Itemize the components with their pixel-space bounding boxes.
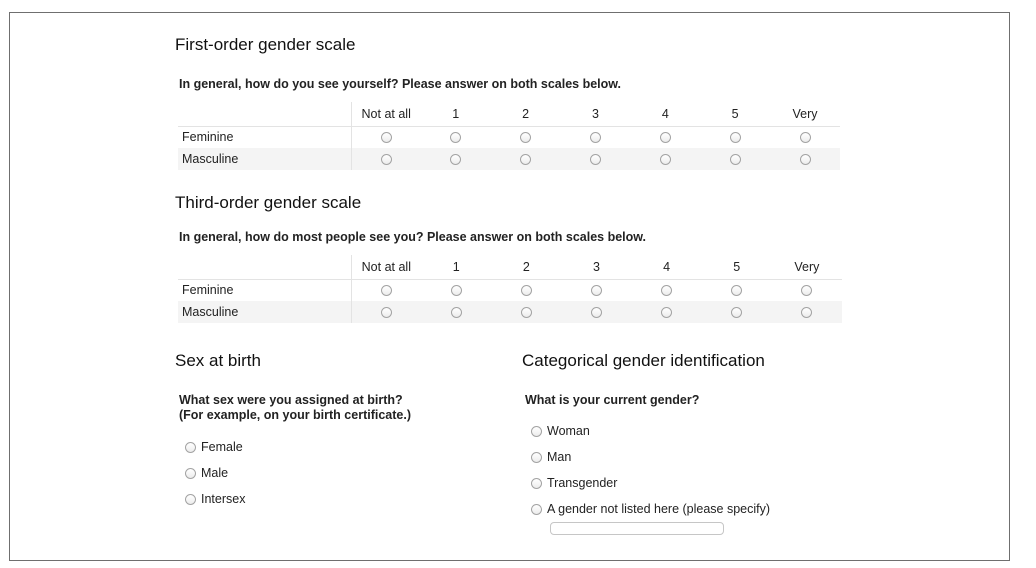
radio-button[interactable] [801, 285, 812, 296]
first-order-title: First-order gender scale [175, 35, 356, 54]
radio-button[interactable] [730, 154, 741, 165]
option-man[interactable] [531, 450, 571, 464]
matrix-row-feminine [178, 126, 840, 148]
option-label: A gender not listed here (please specify) [547, 502, 771, 516]
third-order-title: Third-order gender scale [175, 193, 362, 212]
col-header: 5 [702, 255, 772, 279]
radio-button[interactable] [381, 132, 392, 143]
radio-button[interactable] [800, 132, 811, 143]
radio-button[interactable] [731, 307, 742, 318]
row-label: Feminine [178, 279, 351, 301]
radio-button[interactable] [520, 132, 531, 143]
third-order-question: In general, how do most people see you? Please answer on both scales below. [179, 230, 647, 244]
col-header: Not at all [351, 102, 421, 126]
specify-gender-input[interactable] [550, 522, 724, 535]
radio-button[interactable] [185, 468, 196, 479]
radio-button[interactable] [731, 285, 742, 296]
option-female[interactable] [185, 440, 243, 454]
matrix-header-row [178, 255, 842, 279]
radio-button[interactable] [185, 442, 196, 453]
row-label: Feminine [178, 126, 351, 148]
matrix-header-row [178, 102, 840, 126]
first-order-matrix [178, 102, 840, 170]
col-header: 3 [561, 255, 631, 279]
radio-button[interactable] [531, 478, 542, 489]
radio-button[interactable] [521, 307, 532, 318]
radio-button[interactable] [450, 154, 461, 165]
option-label: Female [201, 440, 243, 454]
col-header: Very [770, 102, 840, 126]
col-header: 2 [491, 255, 561, 279]
col-header: 4 [630, 102, 700, 126]
radio-button[interactable] [591, 307, 602, 318]
col-header: 4 [632, 255, 702, 279]
radio-button[interactable] [661, 285, 672, 296]
option-label: Male [201, 466, 229, 480]
radio-button[interactable] [800, 154, 811, 165]
option-label: Man [547, 450, 572, 464]
col-header: Not at all [351, 255, 421, 279]
col-header: 2 [491, 102, 561, 126]
col-header: 5 [700, 102, 770, 126]
radio-button[interactable] [801, 307, 812, 318]
radio-button[interactable] [661, 307, 672, 318]
radio-button[interactable] [730, 132, 741, 143]
option-male[interactable] [185, 466, 228, 480]
radio-button[interactable] [531, 452, 542, 463]
radio-button[interactable] [660, 154, 671, 165]
option-label: Woman [547, 424, 590, 438]
radio-button[interactable] [381, 285, 392, 296]
radio-button[interactable] [520, 154, 531, 165]
option-intersex[interactable] [185, 492, 245, 506]
radio-button[interactable] [381, 307, 392, 318]
col-header: Very [772, 255, 842, 279]
radio-button[interactable] [451, 307, 462, 318]
row-label: Masculine [178, 301, 351, 323]
gender-id-question: What is your current gender? [525, 393, 700, 407]
radio-button[interactable] [590, 154, 601, 165]
col-header: 1 [421, 255, 491, 279]
radio-button[interactable] [591, 285, 602, 296]
question-line: (For example, on your birth certificate.) [179, 408, 411, 422]
option-label: Intersex [201, 492, 246, 506]
col-header: 3 [561, 102, 631, 126]
matrix-row-masculine [178, 301, 842, 323]
radio-button[interactable] [381, 154, 392, 165]
option-not-listed[interactable] [531, 502, 770, 516]
radio-button[interactable] [185, 494, 196, 505]
matrix-row-feminine [178, 279, 842, 301]
row-label: Masculine [178, 148, 351, 170]
sex-at-birth-title: Sex at birth [175, 351, 261, 370]
option-label: Transgender [547, 476, 618, 490]
radio-button[interactable] [451, 285, 462, 296]
radio-button[interactable] [590, 132, 601, 143]
matrix-corner [178, 102, 351, 126]
question-line: What sex were you assigned at birth? [179, 393, 403, 407]
col-header: 1 [421, 102, 491, 126]
first-order-question: In general, how do you see yourself? Please answer on both scales below. [179, 77, 622, 91]
radio-button[interactable] [531, 426, 542, 437]
sex-at-birth-question [179, 393, 411, 423]
radio-button[interactable] [450, 132, 461, 143]
option-woman[interactable] [531, 424, 590, 438]
gender-id-title: Categorical gender identification [522, 351, 765, 370]
option-transgender[interactable] [531, 476, 617, 490]
matrix-corner [178, 255, 351, 279]
radio-button[interactable] [531, 504, 542, 515]
matrix-row-masculine [178, 148, 840, 170]
third-order-matrix [178, 255, 842, 323]
radio-button[interactable] [521, 285, 532, 296]
radio-button[interactable] [660, 132, 671, 143]
